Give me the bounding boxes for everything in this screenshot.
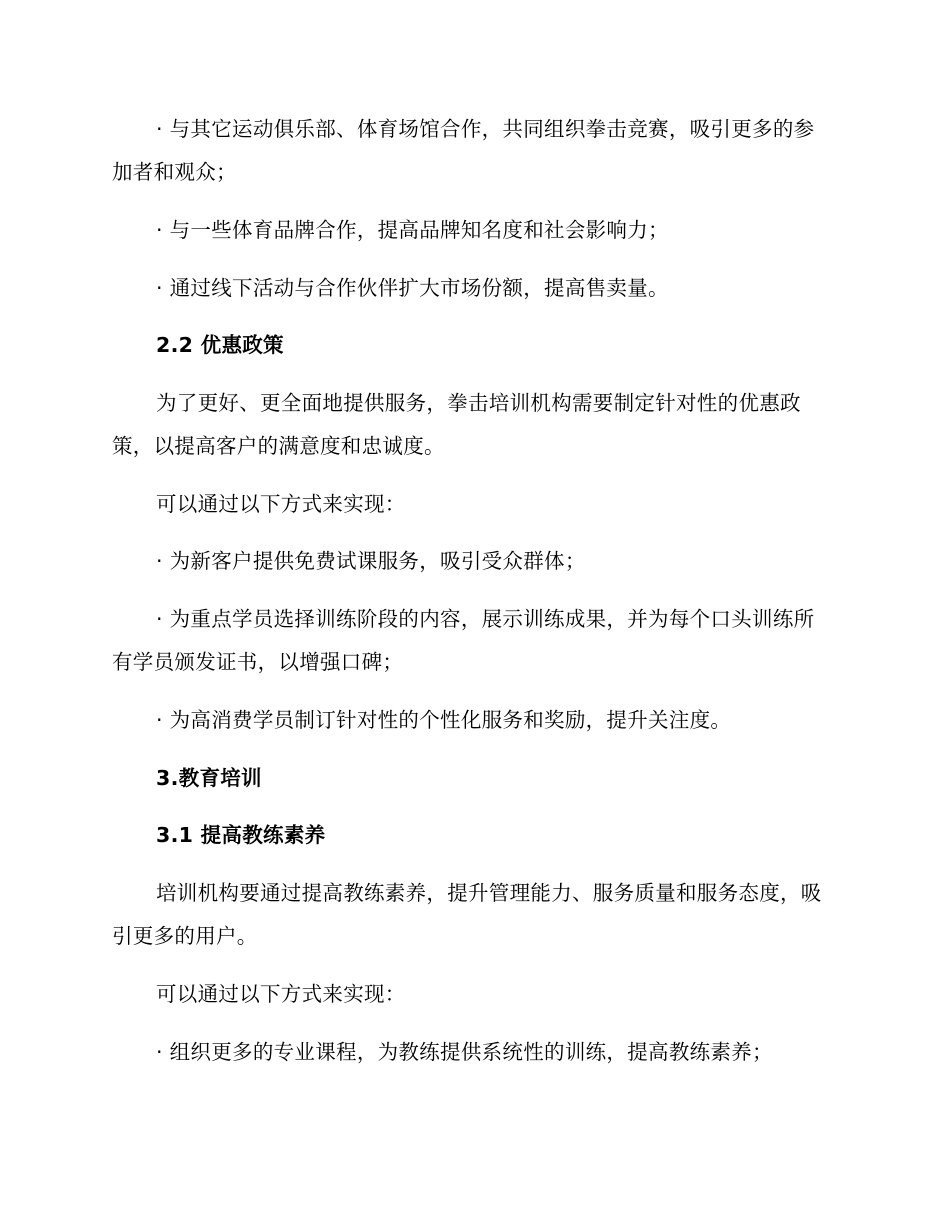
paragraph-methods-intro-2: 可以通过以下方式来实现： (156, 982, 406, 1006)
paragraph-methods-intro-1: 可以通过以下方式来实现： (156, 492, 406, 516)
paragraph-discount-policy-intro: 为了更好、更全面地提供服务，拳击培训机构需要制定针对性的优惠政策，以提高客户的满意度和忠诚度。 (112, 391, 801, 458)
section-heading-3-1: 3.1 提高教练素养 (156, 823, 326, 847)
bullet-paragraph-professional-courses: · 组织更多的专业课程，为教练提供系统性的训练，提高教练素养； (156, 1040, 773, 1064)
section-heading-2-2: 2.2 优惠政策 (156, 333, 284, 357)
bullet-paragraph-certificates: · 为重点学员选择训练阶段的内容，展示训练成果，并为每个口头训练所有学员颁发证书，以增强口碑； (112, 607, 815, 674)
section-heading-3: 3.教育培训 (156, 766, 262, 790)
bullet-paragraph-brand-cooperation: · 与一些体育品牌合作，提高品牌知名度和社会影响力； (156, 218, 669, 242)
bullet-paragraph-free-trial: · 为新客户提供免费试课服务，吸引受众群体； (156, 549, 586, 573)
bullet-paragraph-club-cooperation: · 与其它运动俱乐部、体育场馆合作，共同组织拳击竞赛，吸引更多的参加者和观众； (112, 117, 815, 184)
bullet-paragraph-offline-activities: · 通过线下活动与合作伙伴扩大市场份额，提高售卖量。 (156, 276, 669, 300)
paragraph-coach-quality-intro: 培训机构要通过提高教练素养，提升管理能力、服务质量和服务态度，吸引更多的用户。 (112, 881, 822, 948)
bullet-paragraph-high-spending: · 为高消费学员制订针对性的个性化服务和奖励，提升关注度。 (156, 708, 732, 732)
